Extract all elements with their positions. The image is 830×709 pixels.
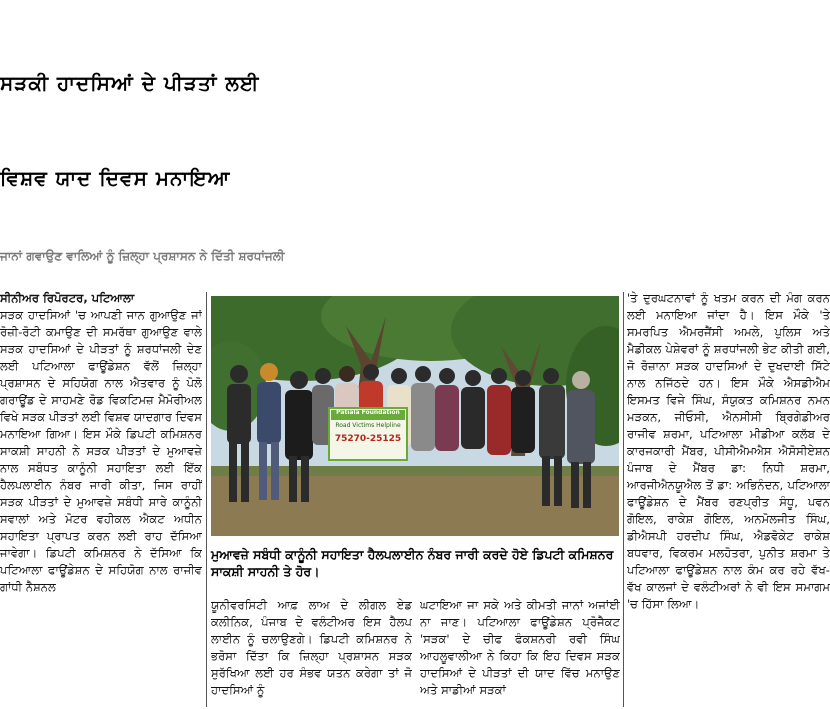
group-photo-illustration — [211, 296, 619, 536]
byline: ਸੀਨੀਅਰ ਰਿਪੋਰਟਰ, ਪਟਿਆਲਾ — [0, 291, 135, 305]
article-column-left — [0, 290, 202, 709]
subheadline: ਜਾਨਾਂ ਗਵਾਉਣ ਵਾਲਿਆਂ ਨੂੰ ਜ਼ਿਲ੍ਹਾ ਪ੍ਰਸ਼ਾਸਨ ਨੇ ਦਿੱਤੀ ਸ਼ਰਧਾਂਜਲੀ — [0, 249, 285, 263]
news-photo — [211, 296, 619, 536]
headline-line-2: ਵਿਸ਼ਵ ਯਾਦ ਦਿਵਸ ਮਨਾਇਆ — [0, 166, 231, 190]
column-right-text: 'ਤੇ ਦੁਰਘਟਨਾਵਾਂ ਨੂੰ ਖਤਮ ਕਰਨ ਦੀ ਮੰਗ ਕਰਨ ਲਈ ਮਨਾਇਆ ਜਾਂਦਾ ਹੈ। ਇਸ ਮੌਕੇ 'ਤੇ ਸਮਰਪਿਤ ਐਮਰਜੈਂਸੀ ਅਮਲੇ, ਪੁਲਿਸ ਅਤੇ ਮੈਡੀਕਲ ਪੇਸ਼ੇਵਰਾਂ ਨੂੰ ਸ਼ਰਧਾਂਜਲੀ ਭੇਟ ਕੀਤੀ ਗਈ, ਜੋ ਰੋਜ਼ਾਨਾ ਸੜਕ ਹਾਦਸਿਆਂ ਦੇ ਦੁਖਦਾਈ ਸਿੱਟੇ ਨਾਲ ਨਜਿੱਠਦੇ ਹਨ। ਇਸ ਮੌਕੇ ਐਸਡੀਐਮ ਇਸਮਤ ਵਿਜੇ ਸਿੰਘ, ਸੰਯੁਕਤ ਕਮਿਸ਼ਨਰ ਨਮਨ ਮੜਕਨ, ਜੀਓਸੀ, ਐਨਸੀਸੀ ਬ੍ਰਿਗੇਡੀਅਰ ਰਾਜੀਵ ਸ਼ਰਮਾ, ਪਟਿਆਲਾ ਮੀਡੀਆ ਕਲੱਬ ਦੇ ਕਾਰਜਕਾਰੀ ਮੈਂਬਰ, ਪੀਸੀਐਮਐਸ ਐਸੋਸੀਏਸ਼ਨ ਪੰਜਾਬ ਦੇ ਮੈਂਬਰ ਡਾ: ਨਿਧੀ ਸ਼ਰਮਾ, ਆਰਜੀਐਨਯੂਐਲ ਤੋਂ ਡਾ: ਅਭਿਨੰਦਨ, ਪਟਿਆਲਾ ਫਾਊਂਡੇਸ਼ਨ ਦੇ ਮੈਂਬਰ ਰਣਪ੍ਰੀਤ ਸੰਧੂ, ਪਵਨ ਗੋਇਲ, ਰਾਕੇਸ਼ ਗੋਇਲ, ਅਨਮੋਲਜੀਤ ਸਿੰਘ, ਡੀਐਸਪੀ ਹਰਦੀਪ ਸਿੰਘ, ਐਡਵੋਕੇਟ ਰਾਕੇਸ਼ ਬਧਵਾਰ, ਵਿਕਰਮ ਮਲਹੋਤਰਾ, ਪੁਨੀਤ ਸ਼ਰਮਾ ਤੇ ਪਟਿਆਲਾ ਫਾਊਂਡੇਸ਼ਨ ਨਾਲ ਕੰਮ ਕਰ ਰਹੇ ਵੱਖ-ਵੱਖ ਕਾਲਜਾਂ ਦੇ ਵਲੰਟੀਅਰਾਂ ਨੇ ਵੀ ਇਸ ਸਮਾਗਮ 'ਚ ਹਿੱਸਾ ਲਿਆ। — [627, 291, 830, 611]
column-mid1-text: ਯੂਨੀਵਰਸਿਟੀ ਆਫ਼ ਲਾਅ ਦੇ ਲੀਗਲ ਏਡ ਕਲੀਨਿਕ, ਪੰਜਾਬ ਦੇ ਵਲੰਟੀਅਰ ਇਸ ਹੈਲਪ ਲਾਈਨ ਨੂੰ ਚਲਾਉਣਗੇ। ਡਿਪਟੀ ਕਮਿਸ਼ਨਰ ਨੇ ਭਰੋਸਾ ਦਿੱਤਾ ਕਿ ਜ਼ਿਲ੍ਹਾ ਪ੍ਰਸ਼ਾਸਨ ਸੜਕ ਸੁਰੱਖਿਆ ਲਈ ਹਰ ਸੰਭਵ ਯਤਨ ਕਰੇਗਾ ਤਾਂ ਜੋ ਹਾਦਸਿਆਂ ਨੂੰ — [211, 598, 412, 697]
headline-line-1: ਸੜਕੀ ਹਾਦਸਿਆਂ ਦੇ ਪੀੜਤਾਂ ਲਈ — [0, 71, 260, 95]
helpline-board-text — [329, 408, 407, 460]
board-title: Patiala Foundation — [336, 409, 400, 416]
photo-caption: ਮੁਆਵਜ਼ੇ ਸਬੰਧੀ ਕਾਨੂੰਨੀ ਸਹਾਇਤਾ ਹੈਲਪਲਾਈਨ ਨੰਬਰ ਜਾਰੀ ਕਰਦੇ ਹੋਏ ਡਿਪਟੀ ਕਮਿਸ਼ਨਰ ਸਾਕਸ਼ੀ ਸਾਹਨੀ ਤੇ ਹੋਰ। — [211, 547, 614, 579]
column-mid2-text: ਘਟਾਇਆ ਜਾ ਸਕੇ ਅਤੇ ਕੀਮਤੀ ਜਾਨਾਂ ਅਜਾਂਈ ਨਾ ਜਾਣ। ਪਟਿਆਲਾ ਫਾਊਂਡੇਸ਼ਨ ਪ੍ਰੋਜੈਕਟ 'ਸੜਕ' ਦੇ ਚੀਫ ਫੰਕਸ਼ਨਰੀ ਰਵੀ ਸਿੰਘ ਆਹਲੂਵਾਲੀਆ ਨੇ ਕਿਹਾ ਕਿ ਇਹ ਦਿਵਸ ਸੜਕ ਹਾਦਸਿਆਂ ਦੇ ਪੀੜਤਾਂ ਦੀ ਯਾਦ ਵਿੱਚ ਮਨਾਉਣ ਅਤੇ ਸਾਡੀਆਂ ਸੜਕਾਂ — [420, 598, 620, 697]
column-divider-left — [206, 292, 207, 707]
board-number: 75270-25125 — [334, 434, 402, 444]
column-left-text: ਸੜਕ ਹਾਦਸਿਆਂ 'ਚ ਆਪਣੀ ਜਾਨ ਗੁਆਉਣ ਜਾਂ ਰੋਜ਼ੀ-ਰੋਟੀ ਕਮਾਉਣ ਦੀ ਸਮਰੱਥਾ ਗੁਆਉਣ ਵਾਲੇ ਸੜਕ ਹਾਦਸਿਆਂ ਦੇ ਪੀੜਤਾਂ ਨੂੰ ਸ਼ਰਧਾਂਜਲੀ ਦੇਣ ਲਈ ਪਟਿਆਲਾ ਫਾਊਂਡੇਸ਼ਨ ਵੱਲੋਂ ਜ਼ਿਲ੍ਹਾ ਪ੍ਰਸ਼ਾਸਨ ਦੇ ਸਹਿਯੋਗ ਨਾਲ ਐਤਵਾਰ ਨੂੰ ਪੋਲੋ ਗਰਾਊਂਡ ਦੇ ਸਾਹਮਣੇ ਰੋਡ ਵਿਕਟਿਮਜ਼ ਮੈਮੋਰੀਅਲ ਵਿਖੇ ਸੜਕ ਪੀੜਤਾਂ ਲਈ ਵਿਸ਼ਵ ਯਾਦਗਾਰ ਦਿਵਸ ਮਨਾਇਆ ਗਿਆ। ਇਸ ਮੌਕੇ ਡਿਪਟੀ ਕਮਿਸ਼ਨਰ ਸਾਕਸ਼ੀ ਸਾਹਨੀ ਨੇ ਸੜਕ ਪੀੜਤਾਂ ਦੇ ਮੁਆਵਜ਼ੇ ਨਾਲ ਸਬੰਧਤ ਕਾਨੂੰਨੀ ਸਹਾਇਤਾ ਲਈ ਇੱਕ ਹੈਲਪਲਾਈਨ ਨੰਬਰ ਜਾਰੀ ਕੀਤਾ, ਜਿਸ ਰਾਹੀਂ ਸੜਕ ਪੀੜਤਾਂ ਦੇ ਮੁਆਵਜ਼ੇ ਸਬੰਧੀ ਸਾਰੇ ਕਾਨੂੰਨੀ ਸਵਾਲਾਂ ਅਤੇ ਮੋਟਰ ਵਹੀਕਲ ਐਕਟ ਅਧੀਨ ਸਹਾਇਤਾ ਪ੍ਰਾਪਤ ਕਰਨ ਲਈ ਰਾਹ ਦੱਸਿਆ ਜਾਵੇਗਾ। ਡਿਪਟੀ ਕਮਿਸ਼ਨਰ ਨੇ ਦੱਸਿਆ ਕਿ ਪਟਿਆਲਾ ਫਾਊਂਡੇਸ਼ਨ ਦੇ ਸਹਿਯੋਗ ਨਾਲ ਰਾਜੀਵ ਗਾਂਧੀ ਨੈਸ਼ਨਲ — [0, 308, 202, 594]
article-column-right — [627, 290, 830, 709]
column-divider-right — [623, 292, 624, 707]
article-column-middle-2 — [420, 597, 620, 709]
article-column-middle-1 — [211, 597, 412, 709]
board-subtitle: Road Victims Helpline — [335, 422, 401, 429]
